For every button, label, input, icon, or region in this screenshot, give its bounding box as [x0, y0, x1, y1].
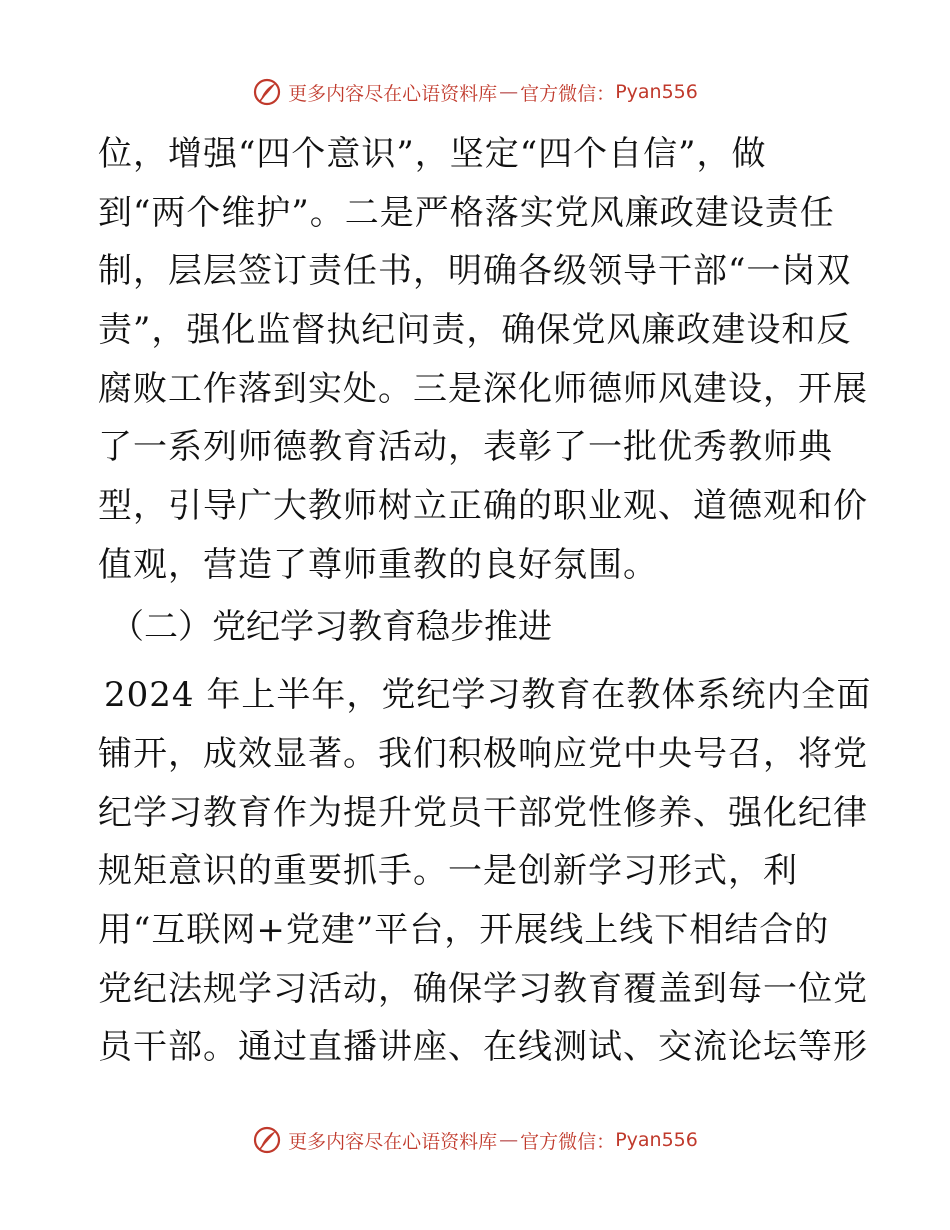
text-line: 责”，强化监督执纪问责，确保党风廉政建设和反 — [98, 310, 852, 351]
text-line: 2024 年上半年，党纪学习教育在教体系统内全面 — [104, 675, 872, 716]
banner-text: 更多内容尽在心语资料库 — [288, 82, 498, 105]
banner-wechat-id: Pyan556 — [615, 1129, 698, 1151]
banner-text: 更多内容尽在心语资料库 — [288, 1130, 498, 1153]
footer-watermark-banner — [0, 1120, 950, 1160]
text-line: 到“两个维护”。二是严格落实党风廉政建设责任 — [98, 192, 835, 233]
banner-wechat-label: 官方微信： — [520, 1130, 616, 1153]
header-watermark-banner — [0, 72, 950, 112]
text-line: 用“互联网+党建”平台，开展线上线下相结合的 — [98, 909, 830, 950]
text-line: 值观，营造了尊师重教的良好氛围。 — [98, 544, 658, 585]
document-body — [98, 125, 872, 1077]
banner-wechat-id: Pyan556 — [615, 81, 698, 103]
section-heading: （二）党纪学习教育稳步推进 — [110, 606, 552, 647]
text-line: 了一系列师德教育活动，表彰了一批优秀教师典 — [98, 427, 833, 468]
text-line: 腐败工作落到实处。三是深化师德师风建设，开展 — [98, 368, 868, 409]
text-line: 铺开，成效显著。我们积极响应党中央号召，将党 — [98, 733, 868, 774]
text-line: 员干部。通过直播讲座、在线测试、交流论坛等形 — [98, 1027, 868, 1068]
text-line: 制，层层签订责任书，明确各级领导干部“一岗双 — [98, 251, 852, 292]
text-line: 纪学习教育作为提升党员干部党性修养、强化纪律 — [98, 792, 868, 833]
feather-quill-circle-icon — [252, 1125, 282, 1155]
banner-wechat-label: 官方微信： — [520, 82, 616, 105]
text-line: 党纪法规学习活动，确保学习教育覆盖到每一位党 — [98, 968, 868, 1009]
text-line: 位，增强“四个意识”，坚定“四个自信”，做 — [98, 134, 767, 174]
banner-separator: — — [499, 81, 519, 103]
feather-quill-circle-icon — [252, 77, 282, 107]
banner-separator: — — [499, 1129, 519, 1151]
text-line: 规矩意识的重要抓手。一是创新学习形式，利 — [98, 851, 798, 892]
text-line: 型，引导广大教师树立正确的职业观、道德观和价 — [98, 486, 868, 527]
paragraph-1 — [98, 125, 868, 595]
paragraph-2 — [98, 666, 872, 1077]
